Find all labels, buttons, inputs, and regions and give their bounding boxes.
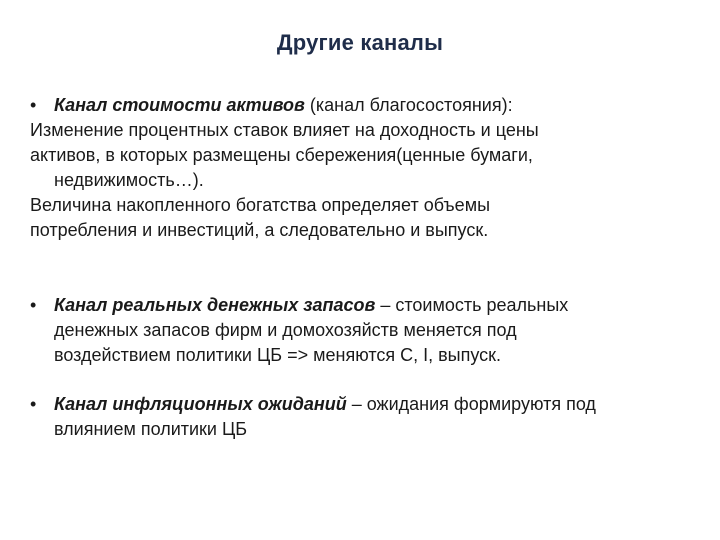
- bullet-icon: •: [30, 95, 37, 115]
- text-line: активов, в которых размещены сбережения(ценные бумаги,: [30, 145, 533, 165]
- bullet-block-inflation-expectations-channel: [30, 392, 710, 442]
- bullet-block-real-money-channel: [30, 293, 710, 368]
- text-line: потребления и инвестиций, а следовательно и выпуск.: [30, 220, 489, 240]
- channel-term-rest: (канал благосостояния):: [304, 95, 513, 115]
- bullet-line: [30, 293, 710, 318]
- text-line: воздействием политики ЦБ => меняются С, I, выпуск.: [54, 345, 502, 365]
- text-line: денежных запасов фирм и домохозяйств меняется под: [54, 320, 517, 340]
- channel-term-rest: – стоимость реальных: [375, 295, 569, 315]
- text-line: Изменение процентных ставок влияет на доходность и цены: [30, 120, 539, 140]
- channel-term: Канал инфляционных ожиданий: [54, 394, 347, 414]
- channel-term: Канал реальных денежных запасов: [54, 295, 376, 315]
- text-line: влиянием политики ЦБ: [54, 419, 248, 439]
- channel-term-rest: – ожидания формируютя под: [346, 394, 596, 414]
- text-line: Величина накопленного богатства определяет объемы: [30, 195, 491, 215]
- bullet-line: [30, 392, 710, 417]
- bullet-icon: •: [30, 394, 37, 414]
- bullet-line: [30, 93, 710, 118]
- slide-title: Другие каналы: [276, 30, 444, 55]
- bullet-icon: •: [30, 295, 37, 315]
- channel-term: Канал стоимости активов: [54, 95, 305, 115]
- text-line: недвижимость…).: [54, 170, 204, 190]
- bullet-block-asset-value-channel: [30, 93, 710, 243]
